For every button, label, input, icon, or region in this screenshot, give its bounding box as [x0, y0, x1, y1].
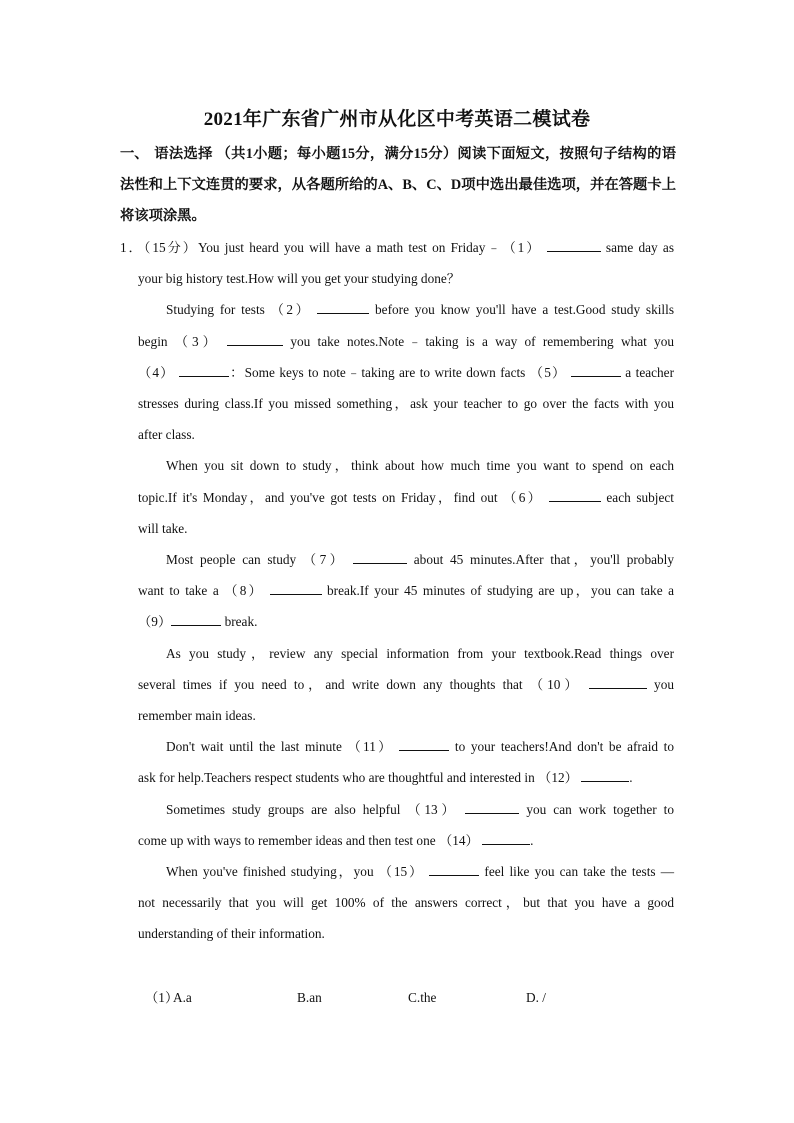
answer-blank[interactable]: [399, 738, 449, 751]
option-b[interactable]: B.an: [297, 990, 322, 1005]
answer-blank[interactable]: [171, 613, 221, 626]
question-score: （15分）: [143, 240, 198, 255]
question-number: 1．: [120, 240, 144, 255]
question-line: not necessarily that you will get 100% of the answers correct，but that you have a good: [138, 895, 674, 910]
section-instructions: [120, 139, 676, 232]
section-number: 一、: [120, 146, 149, 162]
answer-blank[interactable]: [581, 769, 629, 782]
answer-blank[interactable]: [179, 364, 229, 377]
question-line: When you sit down to study，think about how much time you want to spend on each: [166, 458, 674, 473]
question-line: after class.: [138, 427, 195, 442]
question-line: （4） ：Some keys to note﹣taking are to write down facts （5） a teacher: [138, 365, 675, 380]
page-title: 2021年广东省广州市从化区中考英语二模试卷: [203, 109, 591, 130]
question-line: Most people can study （7） about 45 minutes.After that，you'll probably: [166, 552, 674, 567]
question-line: Sometimes study groups are also helpful （13） you can work together to: [166, 802, 674, 817]
question-line: 1．（15分）You just heard you will have a math test on Friday﹣（1） same day as: [120, 240, 674, 255]
question-line: begin （3） you take notes.Note﹣taking is a way of remembering what you: [138, 334, 675, 349]
answer-blank[interactable]: [549, 489, 601, 502]
question-line: stresses during class.If you missed something，ask your teacher to go over the facts with you: [138, 396, 674, 411]
question-line: Studying for tests （2） before you know you'll have a test.Good study skills: [166, 302, 674, 317]
question-line: your big history test.How will you get your studying done？: [138, 271, 461, 286]
answer-blank[interactable]: [482, 832, 530, 845]
question-line: Don't wait until the last minute （11） to your teachers!And don't be afraid to: [166, 739, 675, 754]
answer-blank[interactable]: [353, 551, 407, 564]
question-line: remember main ideas.: [138, 708, 256, 723]
question-line: understanding of their information.: [138, 926, 325, 941]
answer-blank[interactable]: [227, 333, 283, 346]
option-c[interactable]: C.the: [408, 990, 437, 1005]
question-line: When you've finished studying，you （15） feel like you can take the tests —: [166, 864, 675, 879]
answer-blank[interactable]: [317, 301, 369, 314]
answer-blank[interactable]: [571, 364, 621, 377]
option-label: （1）: [145, 990, 179, 1005]
question-line: As you study，review any special information from your textbook.Read things over: [166, 646, 674, 661]
answer-blank[interactable]: [589, 676, 647, 689]
answer-blank[interactable]: [465, 801, 519, 814]
section-text: 语法选择 （共1小题；每小题15分，满分15分）阅读下面短文，按照句子结构的语法性和上下文连贯的要求，从各题所给的A、B、C、D项中选出最佳选项，并在答题卡上将该项涂黑。: [120, 146, 676, 224]
option-a[interactable]: A.a: [173, 990, 192, 1005]
question-line: come up with ways to remember ideas and then test one （14） .: [138, 833, 534, 848]
answer-blank[interactable]: [429, 863, 479, 876]
question-line: ask for help.Teachers respect students who are thoughtful and interested in （12） .: [138, 770, 633, 785]
question-line: several times if you need to，and write down any thoughts that （10） you: [138, 677, 674, 692]
question-line: topic.If it's Monday，and you've got tests on Friday，find out （6） each subject: [138, 490, 674, 505]
answer-blank[interactable]: [547, 239, 601, 252]
question-line: （9） break.: [138, 614, 258, 629]
option-d[interactable]: D. /: [526, 990, 546, 1005]
answer-blank[interactable]: [270, 582, 322, 595]
question-line: want to take a （8） break.If your 45 minutes of studying are up，you can take a: [138, 583, 675, 598]
question-line: will take.: [138, 521, 188, 536]
